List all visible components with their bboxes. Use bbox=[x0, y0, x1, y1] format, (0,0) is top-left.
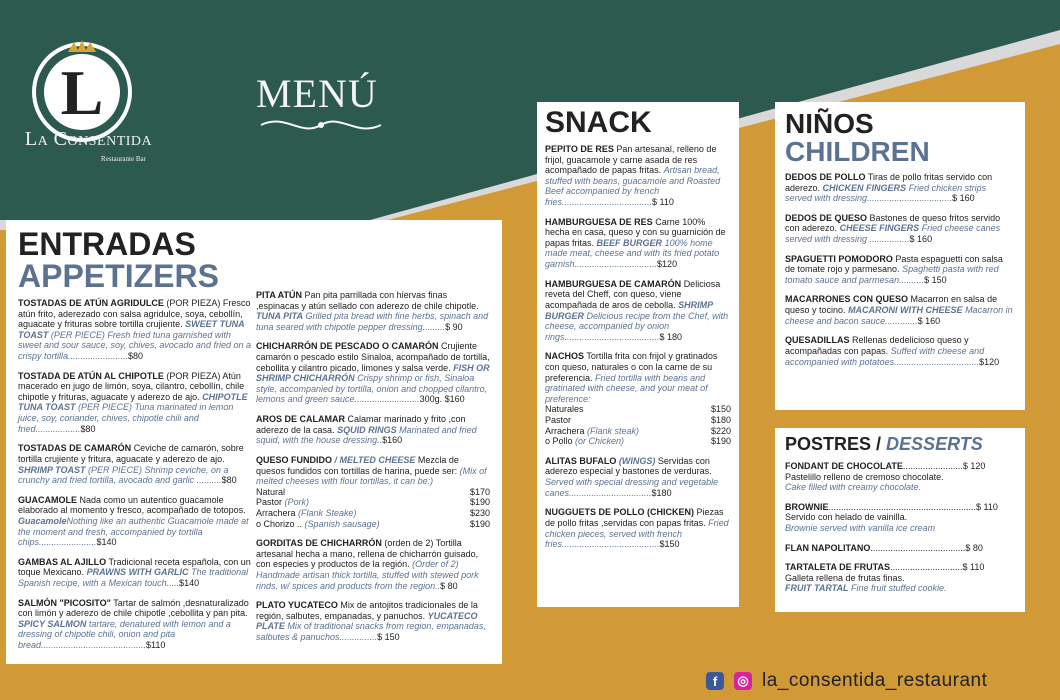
brand-name: La Consentida bbox=[24, 128, 153, 150]
option-label bbox=[256, 519, 380, 530]
option-es: Naturales bbox=[545, 404, 584, 415]
snack-list bbox=[545, 144, 731, 342]
option-en: (Flank Steake) bbox=[298, 507, 357, 518]
menu-item bbox=[18, 557, 252, 589]
option-es: Arrachera bbox=[256, 507, 296, 518]
appetizers-col-2 bbox=[256, 290, 490, 652]
children-title-en: CHILDREN bbox=[785, 136, 930, 167]
item-en-name: SWEET TUNA TOAST bbox=[18, 319, 245, 340]
item-name: GUACAMOLE bbox=[18, 494, 77, 505]
option-row bbox=[545, 404, 731, 415]
item-en-desc: 100% home made meat, cheese and with its fried potato garnish................................. bbox=[545, 237, 720, 270]
item-desc: Tartar de salmón ,desnaturalizado con limón y aderezo de chile chipotle ,cebollita y pan pita. bbox=[18, 597, 249, 619]
item-en-desc: The traditional Spanish recipe, with a Mexican touch..... bbox=[18, 567, 249, 589]
item-name: QUESO FUNDIDO bbox=[256, 454, 333, 465]
item-en-name: (WINGS) bbox=[618, 455, 656, 466]
item-en-desc: Suffed with cheese and accompanied with potatoes.................................. bbox=[785, 345, 985, 367]
menu-item bbox=[785, 543, 1015, 554]
option-price: $220 bbox=[710, 425, 731, 436]
children-panel bbox=[775, 102, 1025, 410]
item-name: SALMÓN "PICOSITO" bbox=[18, 597, 111, 608]
menu-item bbox=[545, 456, 731, 498]
option-row bbox=[256, 497, 490, 508]
item-name: ALITAS BUFALO bbox=[545, 455, 617, 466]
item-en-desc: Brownie served with vanilla ice cream bbox=[785, 523, 936, 534]
item-desc: Galleta rellena de frutas finas. bbox=[785, 572, 905, 583]
item-en-desc: Macarron in cheese and bacon sauce............. bbox=[785, 305, 1013, 326]
item-price: $140 bbox=[96, 537, 117, 548]
menu-item bbox=[785, 502, 1015, 534]
menu-item bbox=[18, 298, 252, 362]
children-list bbox=[785, 172, 1015, 367]
appetizers-col-1 bbox=[18, 298, 252, 660]
menu-item bbox=[545, 507, 731, 549]
item-en-desc: Fried chicken pieces, served with french fries....................................... bbox=[545, 517, 729, 550]
item-en-desc: Artisan bread, stuffed with beans, guacamole and Roasted Beef accompanied by french fries.................................... bbox=[545, 165, 721, 208]
item-name: PLATO YUCATECO bbox=[256, 600, 338, 611]
item-name: BROWNIE bbox=[785, 501, 829, 512]
appetizers-title-es: ENTRADAS bbox=[18, 226, 196, 262]
item-en-name: CHICKEN FINGERS bbox=[822, 182, 907, 193]
option-es: o Chorizo .. bbox=[256, 518, 303, 529]
item-name: MACARRONES CON QUESO bbox=[785, 294, 909, 305]
item-en-desc: Delicious recipe from the Chef, with cheese, accompanied by onion rings...................................... bbox=[545, 310, 729, 342]
desserts-title bbox=[785, 434, 1015, 455]
item-desc: Piezas de pollo fritas ,servidas con papas fritas. bbox=[545, 507, 724, 528]
item-en-desc: (Mix of melted cheeses with flour tortillas, it can be:) bbox=[256, 465, 487, 487]
item-price: $ 110 bbox=[962, 562, 985, 573]
option-row bbox=[545, 436, 731, 447]
item-desc: Tortilla artesanal hecha a mano, rellena de chicharrón guisado, con especies y productos de la región. bbox=[256, 538, 479, 570]
item-price: $ 80 bbox=[965, 542, 983, 553]
item-en-desc: Spaghetti pasta with red tomato sauce and parmesan.......... bbox=[785, 264, 999, 285]
nachos-options bbox=[545, 404, 731, 446]
instagram-icon[interactable]: ◎ bbox=[734, 672, 752, 690]
item-desc: Pan pita parrillada con hiervas finas ,espinacas y atún sellado con aderezo de chile chipotle. bbox=[256, 290, 479, 311]
item-price: $ 80 bbox=[440, 580, 458, 591]
item-desc: Rellenas dedelicioso queso y acompañadas con papas. bbox=[785, 335, 969, 356]
item-en-desc: Fried tortilla with beans and gratinated with cheese, and your meat of preference: bbox=[545, 372, 708, 404]
option-label bbox=[256, 497, 309, 508]
item-en-name: SHRIMP TOAST bbox=[18, 464, 86, 475]
menu-item bbox=[785, 461, 1015, 493]
item-name: TOSTADAS DE ATÚN AGRIDULCE bbox=[18, 298, 164, 308]
item-en-desc: Marinated and fried squid, with the house dressing.. bbox=[256, 424, 477, 446]
appetizers-title-en: APPETIZERS bbox=[18, 258, 219, 294]
item-price: $120 bbox=[979, 356, 1000, 367]
item-en-desc: (PER PIECE) Tuna marinated in lemon juice, soy, coriander, chives, chipotle chili and fried.................. bbox=[18, 402, 234, 434]
option-row bbox=[256, 487, 490, 498]
item-en-name: CHIPOTLE TUNA TOAST bbox=[18, 391, 248, 413]
social-handle[interactable]: la_consentida_restaurant bbox=[762, 670, 988, 691]
item-en-name: PRAWNS WITH GARLIC bbox=[86, 567, 189, 578]
item-price: $ 150 bbox=[924, 274, 947, 285]
item-price: $ 150 bbox=[377, 632, 400, 643]
item-en-name: MACARONI WITH CHEESE bbox=[848, 305, 963, 316]
menu-item bbox=[785, 335, 1015, 367]
item-dots: ...................................... bbox=[870, 542, 966, 553]
desserts-title-es: POSTRES / bbox=[785, 434, 882, 454]
item-price: $120 bbox=[657, 259, 678, 270]
item-name: TARTALETA DE FRUTAS bbox=[785, 562, 890, 573]
item-desc: Fresco atún frito, aderezado con salsa agridulce, soya, cebollín, aguacate y frituras sobre tortilla crujiente. bbox=[18, 298, 251, 330]
item-en-desc: Fine fruit stuffed cookie. bbox=[848, 583, 947, 594]
option-en: (or Chicken) bbox=[575, 436, 625, 447]
brand bbox=[16, 128, 161, 163]
brand-tagline: Restaurante Bar bbox=[101, 155, 146, 163]
option-row bbox=[256, 519, 490, 530]
item-desc: Pan artesanal, relleno de frijol, guacamole y carne asada de res acompañado de papas fritas. bbox=[545, 144, 717, 176]
menu-item bbox=[256, 414, 490, 446]
item-price: $ 160 bbox=[909, 234, 933, 245]
menu-item bbox=[18, 443, 252, 485]
item-price: $80 bbox=[128, 351, 144, 362]
item-en-desc: Nothing like an authentic Guacamole made at the moment and fresh, accompanied by tortilla chips....................... bbox=[18, 515, 249, 548]
option-label bbox=[256, 508, 357, 519]
option-es: Pastor bbox=[256, 497, 283, 508]
appetizers-panel bbox=[6, 220, 502, 664]
item-desc: Carne 100% hecha en casa, queso y con su guarnición de papas fritas. bbox=[545, 216, 726, 248]
item-en-name: TUNA PITA bbox=[256, 311, 303, 322]
item-price: $80 bbox=[80, 423, 96, 434]
appetizers-list-1 bbox=[18, 298, 252, 651]
option-en: (Spanish sausage) bbox=[304, 518, 380, 529]
menu-item bbox=[545, 217, 731, 270]
item-price: $180 bbox=[651, 487, 672, 498]
item-en-desc: Mix of traditional snacks from region, empanadas, salbutes & panuchos............... bbox=[256, 621, 486, 643]
facebook-icon[interactable]: f bbox=[706, 672, 724, 690]
option-price: $230 bbox=[469, 507, 490, 518]
option-en: (Flank steak) bbox=[587, 425, 640, 436]
item-en-name: YUCATECO PLATE bbox=[256, 610, 478, 632]
item-name: SPAGUETTI POMODORO bbox=[785, 253, 893, 264]
option-row bbox=[256, 508, 490, 519]
item-name: NUGGUETS DE POLLO (CHICKEN) bbox=[545, 507, 695, 518]
menu-item bbox=[785, 172, 1015, 204]
item-en-desc: (PER PIECE) Fresh fried tuna garnished with sweet and sour sauce, soy, chives, avocado and fried on a crispy tortilla........................ bbox=[18, 329, 251, 362]
logo-letter: L bbox=[60, 57, 104, 128]
appetizers-list-3 bbox=[256, 538, 490, 642]
item-dots: ............................. bbox=[890, 562, 963, 573]
menu-item bbox=[18, 371, 252, 435]
item-desc: Crujiente camarón o pescado estilo Sinaloa, acompañado de tortilla, cebollita y cilantro picado, limones y salsa verde. bbox=[256, 341, 490, 373]
menu-item bbox=[545, 144, 731, 208]
item-dots: ........................ bbox=[902, 461, 963, 471]
item-price: $110 bbox=[146, 640, 166, 651]
item-desc: Servido con helado de vainilla. bbox=[785, 512, 908, 523]
item-price: $ 90 bbox=[445, 321, 463, 332]
item-name: GAMBAS AL AJILLO bbox=[18, 556, 107, 567]
option-price: $190 bbox=[469, 497, 490, 508]
item-desc: Nada como un autentico guacamole elaborado al momento y fresco, acompañado de totopos. bbox=[18, 494, 246, 516]
menu-item bbox=[785, 562, 1015, 594]
item-desc: Mix de antojitos tradicionales de la región, salbutes, empanadas, y panuchos. bbox=[256, 600, 478, 621]
item-name: HAMBURGUESA DE RES bbox=[545, 216, 653, 227]
option-row bbox=[545, 426, 731, 437]
item-price: $80 bbox=[221, 475, 237, 486]
item-desc: Bastones de queso fritos servido con aderezo. bbox=[785, 212, 1001, 234]
option-es: Arrachera bbox=[545, 425, 585, 436]
snack-list-2 bbox=[545, 456, 731, 550]
item-price: $160 bbox=[382, 435, 403, 446]
menu-title bbox=[256, 70, 386, 137]
option-price: $180 bbox=[710, 415, 731, 426]
item-price: $ 120 bbox=[962, 461, 986, 471]
item-price: $ 160 bbox=[917, 315, 941, 326]
option-label bbox=[545, 415, 571, 426]
snack-panel bbox=[537, 102, 739, 607]
queso-options bbox=[256, 487, 490, 529]
item-desc: Ceviche de camarón, sobre tortilla crujiente y fritura, aguacate y aderezo de ajo. bbox=[18, 443, 244, 464]
social-bar bbox=[706, 670, 987, 692]
item-en-desc: Fried chicken strips served with dressing.................................. bbox=[785, 182, 987, 204]
item-desc: Mezcla de quesos fundidos con tortillas de harina, puede ser: bbox=[256, 454, 459, 476]
option-label bbox=[545, 436, 624, 447]
item-en-desc: (Order of 2) Handmade artisan thick tortilla, stuffed with stewed pork rinds, w/ spices and products from the region.. bbox=[256, 559, 479, 591]
menu-item bbox=[256, 290, 490, 332]
item-name: DEDOS DE QUESO bbox=[785, 212, 868, 223]
menu-item-queso: QUESO FUNDIDO / MELTED CHEESE Mezcla de quesos fundidos con tortillas de harina, puede ser: (Mix of melted cheeses with flour tortillas, it can be:) Natural $170 Pastor (Pork) $190 Arrachera (Flank Steake) $230 o Chorizo .. (Spanish sausage) $190 bbox=[256, 454, 490, 529]
item-desc: Servidas con aderezo especial y bastones de verduras. bbox=[545, 455, 712, 477]
item-en-desc: Crispy shrimp or fish, Sinaloa style, accompanied by tortilla, onion and chopped cilantro, lemons and green sauce.......................... bbox=[256, 373, 488, 405]
item-name: CHICHARRÓN DE PESCADO O CAMARÓN bbox=[256, 341, 439, 352]
menu-item bbox=[18, 598, 252, 651]
desserts-title-en: DESSERTS bbox=[886, 434, 983, 454]
item-name: AROS DE CALAMAR bbox=[256, 414, 345, 425]
item-price: $140 bbox=[179, 578, 200, 589]
item-price: $ 110 bbox=[652, 197, 674, 208]
item-en-desc: (PER PIECE) Shrimp ceviche, on a crunchy and fried tortilla, avocado and garlic .......... bbox=[18, 464, 229, 486]
item-desc: Pastelillo relleno de cremoso chocolate. bbox=[785, 471, 944, 482]
item-name: GORDITAS DE CHICHARRÓN bbox=[256, 538, 382, 549]
item-price: $ 180 bbox=[659, 331, 683, 342]
item-name: HAMBURGUESA DE CAMARÓN bbox=[545, 278, 682, 289]
children-title-es: NIÑOS bbox=[785, 108, 874, 139]
item-desc: Pasta espaguetti con salsa de tomate rojo y parmesano. bbox=[785, 253, 1003, 275]
item-en-desc: tartare, denatured with lemon and a dressing of chipotle chili, onion and pita bread.......................................... bbox=[18, 618, 231, 651]
menu-title-text: MENÚ bbox=[256, 71, 378, 116]
item-desc: Deliciosa reveta del Cheff, con queso, viene acompañada de aros de cebolla. bbox=[545, 278, 721, 310]
item-en-desc: Fried cheese canes served with dressing ................ bbox=[785, 223, 1001, 245]
desserts-list bbox=[785, 461, 1015, 594]
item-name: DEDOS DE POLLO bbox=[785, 172, 866, 182]
item-name: PITA ATÚN bbox=[256, 290, 302, 300]
item-en-name: SPICY SALMON bbox=[18, 618, 87, 629]
menu-item bbox=[785, 294, 1015, 326]
option-price: $190 bbox=[710, 436, 731, 447]
item-en-name: SQUID RINGS bbox=[337, 424, 397, 435]
item-name: FONDANT DE CHOCOLATE bbox=[785, 461, 903, 471]
item-dots: ........................................................... bbox=[828, 501, 977, 512]
item-name: PEPITO DE RES bbox=[545, 144, 614, 154]
item-desc: Tradicional receta española, con un toque Mexicano. bbox=[18, 556, 251, 578]
item-desc: Calamar marinado y frito ,con aderezo de la casa. bbox=[256, 414, 466, 435]
item-en-name: Guacamole bbox=[18, 515, 67, 526]
item-desc: Tiras de pollo fritas servido con aderezo. bbox=[785, 172, 993, 193]
appetizers-list-2 bbox=[256, 290, 490, 446]
item-name: TOSTADA DE ATÚN AL CHIPOTLE bbox=[18, 370, 164, 381]
option-price: $170 bbox=[469, 486, 490, 497]
option-row bbox=[545, 415, 731, 426]
item-en-desc: Grilled pita bread with fine herbs, spinach and tuna seared with chipotle pepper dressing......... bbox=[256, 311, 489, 332]
menu-item bbox=[785, 213, 1015, 245]
option-price: $150 bbox=[710, 404, 731, 415]
item-en-desc: Cake filled with creamy chocolate. bbox=[785, 482, 922, 493]
option-en: (Pork) bbox=[284, 497, 310, 508]
item-en-desc: Served with special dressing and vegetable canes................................. bbox=[545, 477, 719, 498]
item-en-name: CHEESE FINGERS bbox=[839, 223, 920, 234]
snack-title: SNACK bbox=[545, 106, 652, 139]
option-label bbox=[256, 487, 285, 498]
menu-item-nachos bbox=[545, 351, 731, 446]
item-en-name: MELTED CHEESE bbox=[339, 454, 416, 465]
item-name: NACHOS bbox=[545, 351, 585, 362]
menu-item bbox=[256, 538, 490, 591]
item-price: 300g. $160 bbox=[419, 394, 465, 405]
item-price: $150 bbox=[659, 539, 680, 550]
item-en-name: FISH OR SHRIMP CHICHARRÓN bbox=[256, 362, 490, 384]
item-name: TOSTADAS DE CAMARÓN bbox=[18, 443, 132, 454]
menu-item bbox=[785, 254, 1015, 286]
item-extra: (POR PIEZA) bbox=[163, 298, 221, 308]
item-desc: Macarron en salsa de queso y tocino. bbox=[785, 294, 998, 316]
item-en-name: BEEF BURGER bbox=[596, 237, 663, 248]
item-name: QUESADILLAS bbox=[785, 335, 850, 346]
option-es: Pastor bbox=[545, 415, 572, 426]
desserts-panel bbox=[775, 428, 1025, 612]
menu-item bbox=[256, 600, 490, 642]
option-label bbox=[545, 404, 584, 415]
option-es: Natural bbox=[256, 486, 286, 497]
item-en-name: FRUIT TARTAL bbox=[785, 583, 849, 594]
option-price: $190 bbox=[469, 518, 490, 529]
item-desc: Atún macerado en jugo de limón, soya, cilantro, cebollín, chile chipotle y frituras, aguacate y aderezo de ajo. bbox=[18, 370, 245, 402]
item-en-name: SHRIMP BURGER bbox=[545, 299, 713, 321]
menu-item bbox=[545, 279, 731, 343]
item-extra: (orden de 2) bbox=[381, 538, 434, 549]
item-price: $ 160 bbox=[952, 193, 975, 204]
item-desc: Tortilla frita con frijol y gratinados con queso, naturales o con la carne de su preferencia. bbox=[545, 351, 718, 383]
option-es: o Pollo bbox=[545, 436, 573, 447]
menu-item bbox=[256, 341, 490, 405]
item-name: FLAN NAPOLITANO bbox=[785, 542, 871, 553]
item-price: $ 110 bbox=[976, 501, 998, 512]
option-label bbox=[545, 426, 639, 437]
item-extra: (POR PIEZA) bbox=[163, 370, 221, 381]
menu-item bbox=[18, 495, 252, 548]
